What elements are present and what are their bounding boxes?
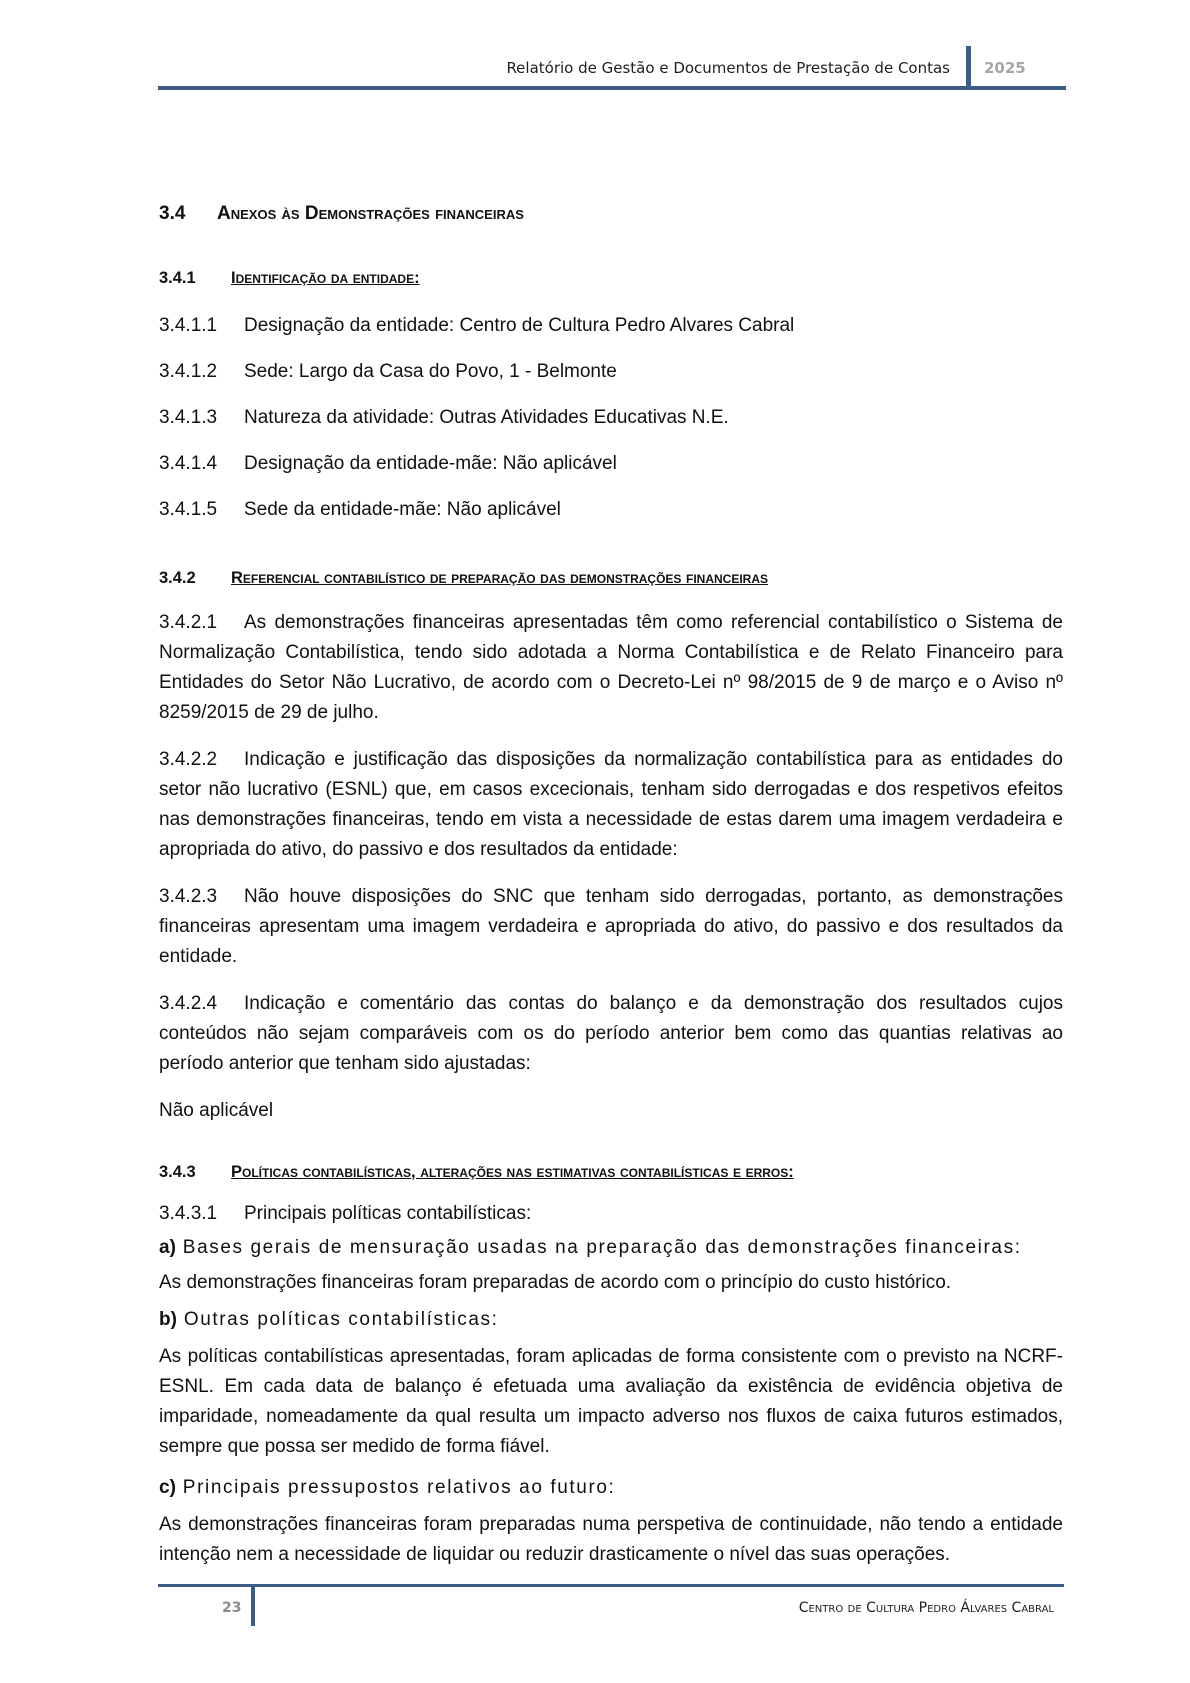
- header-rule: [158, 86, 1066, 90]
- paragraph-a: As demonstrações financeiras foram preparadas de acordo com o princípio do custo histórico.: [159, 1272, 952, 1293]
- subsection-heading-342: [159, 569, 768, 588]
- item-text: Principais políticas contabilísticas:: [244, 1203, 532, 1224]
- footer-rule: [158, 1584, 1064, 1587]
- item-number: 3.4.1.5: [159, 499, 218, 520]
- subsection-title: Identificação da entidade:: [231, 269, 420, 287]
- item-text: Designação da entidade: Centro de Cultura Pedro Alvares Cabral: [244, 315, 795, 336]
- item-text: Natureza da atividade: Outras Atividades Educativas N.E.: [244, 407, 729, 428]
- paragraph-b: As políticas contabilísticas apresentadas, foram aplicadas de forma consistente com o previsto na NCRF-ESNL. Em cada data de balanço é efetuada uma avaliação da existência de evidência objetiva de imparidade, nomeadamente da qual resulta um impacto adverso nos fluxos de caixa futuros estimados, sempre que possa ser medido de forma fiável.: [159, 1346, 1063, 1457]
- subheading-c: [159, 1477, 615, 1499]
- sub-letter: a): [159, 1237, 176, 1258]
- paragraph-number: 3.4.2.4: [159, 993, 218, 1014]
- section-heading: [159, 203, 524, 225]
- item-number: 3.4.1.2: [159, 361, 218, 382]
- paragraph-text: As demonstrações financeiras apresentadas têm como referencial contabilístico o Sistema de Normalização Contabilística, tendo sido adotada a Norma Contabilística e de Relato Financeiro para Entidades do Setor Não Lucrativo, de acordo com o Decreto-Lei nº 98/2015 de 9 de março e o Aviso nº 8259/2015 de 29 de julho.: [159, 612, 1063, 723]
- paragraph-text: Não houve disposições do SNC que tenham sido derrogadas, portanto, as demonstrações financeiras apresentam uma imagem verdadeira e apropriada do ativo, do passivo e dos resultados da entidade.: [159, 886, 1063, 967]
- paragraph-not-applicable: Não aplicável: [159, 1100, 274, 1121]
- subsection-title: Políticas contabilísticas, alterações nas estimativas contabilísticas e erros:: [231, 1163, 794, 1181]
- item-number: 3.4.1.1: [159, 315, 218, 336]
- item-text: Designação da entidade-mãe: Não aplicável: [244, 453, 617, 474]
- paragraph-3424: [159, 989, 1063, 1079]
- sub-title: Outras políticas contabilísticas:: [183, 1309, 499, 1330]
- item-number: 3.4.1.4: [159, 453, 218, 474]
- paragraph-number: 3.4.2.3: [159, 886, 218, 907]
- paragraph-3423: [159, 882, 1063, 972]
- header-year: 2025: [984, 59, 1026, 77]
- footer-organization: Centro de Cultura Pedro Álvares Cabral: [798, 1600, 1054, 1616]
- section-number: 3.4: [159, 203, 186, 224]
- sub-letter: b): [159, 1309, 177, 1330]
- item-number: 3.4.1.3: [159, 407, 218, 428]
- list-item: [159, 453, 617, 475]
- paragraph-number: 3.4.2.2: [159, 749, 218, 770]
- list-item: [159, 315, 794, 337]
- subsection-number: 3.4.3: [159, 1163, 196, 1181]
- list-item: [159, 499, 561, 521]
- paragraph-3422: [159, 745, 1063, 865]
- sub-title: Principais pressupostos relativos ao futuro:: [182, 1477, 616, 1498]
- header-title: Relatório de Gestão e Documentos de Prestação de Contas: [506, 59, 950, 77]
- subsection-number: 3.4.1: [159, 269, 196, 287]
- list-item: [159, 361, 617, 383]
- sub-title: Bases gerais de mensuração usadas na preparação das demonstrações financeiras:: [182, 1237, 1022, 1258]
- section-title: Anexos às Demonstrações financeiras: [217, 203, 524, 224]
- subsection-title: Referencial contabilístico de preparação das demonstrações financeiras: [231, 569, 768, 587]
- page-number: 23: [222, 1600, 242, 1616]
- item-number: 3.4.3.1: [159, 1203, 218, 1224]
- list-item: [159, 407, 729, 429]
- item-text: Sede da entidade-mãe: Não aplicável: [244, 499, 561, 520]
- paragraph-text: Indicação e justificação das disposições da normalização contabilística para as entidades do setor não lucrativo (ESNL) que, em casos excecionais, tenham sido derrogadas e dos respetivos efeitos nas demonstrações financeiras, tendo em vista a necessidade de estas darem uma imagem verdadeira e apropriada do ativo, do passivo e dos resultados da entidade:: [159, 749, 1063, 860]
- sub-letter: c): [159, 1477, 176, 1498]
- subsection-heading-343: [159, 1163, 794, 1182]
- subsection-number: 3.4.2: [159, 569, 196, 587]
- header-divider: [966, 46, 971, 90]
- paragraph-number: 3.4.2.1: [159, 612, 218, 633]
- subheading-a: [159, 1237, 1022, 1259]
- subsection-heading-341: [159, 269, 420, 288]
- list-item: [159, 1203, 531, 1225]
- item-text: Sede: Largo da Casa do Povo, 1 - Belmonte: [244, 361, 617, 382]
- footer-divider: [251, 1584, 255, 1626]
- paragraph-3421: [159, 608, 1063, 728]
- paragraph-text: Indicação e comentário das contas do balanço e da demonstração dos resultados cujos conteúdos não sejam comparáveis com os do período anterior bem como das quantias relativas ao período anterior que tenham sido ajustadas:: [159, 993, 1063, 1074]
- subheading-b: [159, 1309, 499, 1331]
- paragraph-c: As demonstrações financeiras foram preparadas numa perspetiva de continuidade, não tendo a entidade intenção nem a necessidade de liquidar ou reduzir drasticamente o nível das suas operações.: [159, 1514, 1063, 1565]
